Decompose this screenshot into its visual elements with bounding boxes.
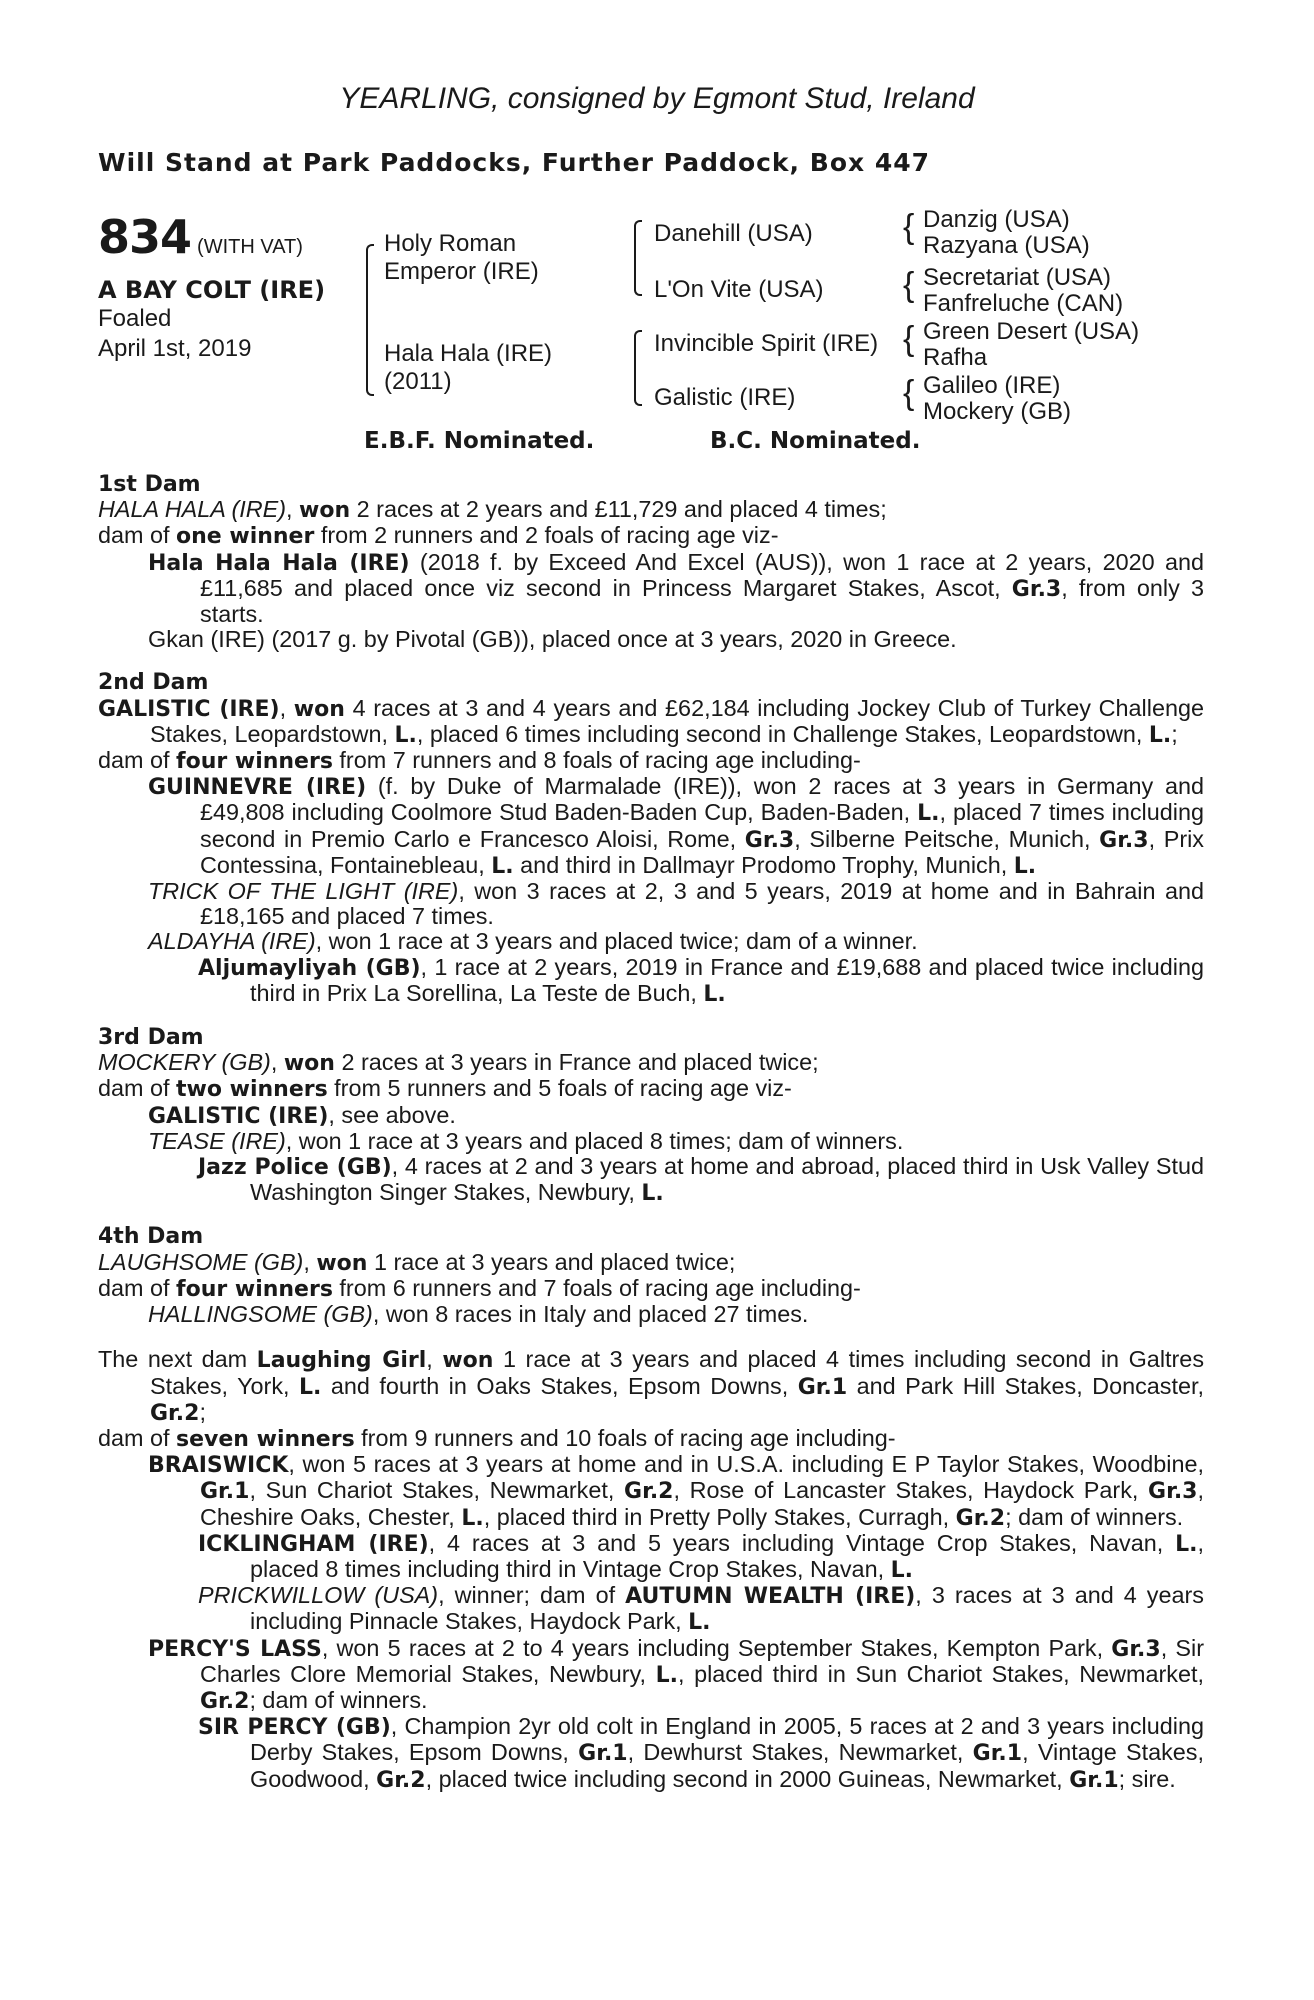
pedigree-dam-sire: Invincible Spirit (IRE) [654, 330, 879, 357]
brace-dam-dam: { [903, 374, 915, 412]
fourth-dam-heading: 4th Dam [98, 1224, 204, 1250]
foaled-date: April 1st, 2019 [98, 335, 252, 362]
fourth-dam-summary: LAUGHSOME (GB), won 1 race at 3 years and placed twice; [98, 1248, 736, 1276]
produce-entry: TEASE (IRE), won 1 race at 3 years and placed 8 times; dam of winners. [148, 1127, 904, 1154]
horse-name: A BAY COLT (IRE) [98, 276, 326, 304]
pedigree-dss: Green Desert (USA) [923, 318, 1140, 345]
sire-dam-brace [366, 244, 374, 396]
produce-entry: GALISTIC (IRE), see above. [148, 1101, 456, 1129]
bc-nominated: B.C. Nominated. [710, 428, 921, 454]
next-dam-summary: The next dam Laughing Girl, won 1 race at 3 years and placed 4 times including second in Galtres Stakes, York, L. and fourth in Oaks Stakes, Epsom Downs, Gr.1 and Park Hill Stakes, Doncaster, Gr.2; [98, 1346, 1205, 1426]
produce-entry: TRICK OF THE LIGHT (IRE), won 3 races at 2, 3 and 5 years, 2019 at home and in Bahrain and £18,165 and placed 7 times. [148, 878, 1204, 930]
brace-sire-dam: { [903, 266, 915, 304]
dam-line-brace [634, 330, 642, 406]
pedigree-sire-dam: L'On Vite (USA) [654, 276, 824, 303]
second-dam-summary: GALISTIC (IRE), won 4 races at 3 and 4 years and £62,184 including Jockey Club of Turkey Challenge Stakes, Leopardstown, L., placed 6 times including second in Challenge Stakes, Leopardstown, L.; [98, 694, 1204, 748]
section-gap [98, 1327, 1204, 1347]
fourth-dam-produce: dam of four winners from 6 runners and 7 foals of racing age including- [98, 1274, 861, 1302]
produce-entry: PRICKWILLOW (USA), winner; dam of AUTUMN WEALTH (IRE), 3 races at 3 and 4 years including Pinnacle Stakes, Haydock Park, L. [198, 1582, 1204, 1636]
stable-location: Will Stand at Park Paddocks, Further Paddock, Box 447 [98, 148, 931, 177]
produce-entry: BRAISWICK, won 5 races at 3 years at home and in U.S.A. including E P Taylor Stakes, Woodbine, Gr.1, Sun Chariot Stakes, Newmarket, Gr.2, Rose of Lancaster Stakes, Haydock Park, Gr.3, Cheshire Oaks, Chester, L., placed third in Pretty Polly Stakes, Curragh, Gr.2; dam of winners. [148, 1451, 1204, 1531]
pedigree-sire-sire: Danehill (USA) [654, 220, 813, 247]
foaled-info [98, 304, 251, 364]
produce-entry: HALLINGSOME (GB), won 8 races in Italy and placed 27 times. [148, 1301, 809, 1328]
produce-entry: ALDAYHA (IRE), won 1 race at 3 years and placed twice; dam of a winner. [148, 928, 918, 955]
produce-entry: SIR PERCY (GB), Champion 2yr old colt in England in 2005, 5 races at 2 and 3 years including Derby Stakes, Epsom Downs, Gr.1, Dewhurst Stakes, Newmarket, Gr.1, Vintage Stakes, Goodwood, Gr.2, placed twice including second in 2000 Guineas, Newmarket, Gr.1; sire. [198, 1713, 1204, 1793]
third-dam-produce: dam of two winners from 5 runners and 5 foals of racing age viz- [98, 1075, 792, 1103]
second-dam-heading: 2nd Dam [98, 670, 209, 696]
next-dam-produce: dam of seven winners from 9 runners and 10 foals of racing age including- [98, 1424, 896, 1452]
produce-entry: GUINNEVRE (IRE) (f. by Duke of Marmalade (IRE)), won 2 races at 3 years in Germany and £49,808 including Coolmore Stud Baden-Baden Cup, Baden-Baden, L., placed 7 times including second in Premio Carlo e Francesco Aloisi, Rome, Gr.3, Silberne Peitsche, Munich, Gr.3, Prix Contessina, Fontainebleau, L. and third in Dallmayr Prodomo Trophy, Munich, L. [148, 773, 1204, 879]
pedigree-sire: Holy Roman Emperor (IRE) [384, 230, 539, 285]
pedigree-dds: Galileo (IRE) [923, 372, 1061, 399]
first-dam-summary: HALA HALA (IRE), won 2 races at 2 years and £11,729 and placed 4 times; [98, 496, 887, 524]
produce-entry: PERCY'S LASS, won 5 races at 2 to 4 years including September Stakes, Kempton Park, Gr.3, Sir Charles Clore Memorial Stakes, Newbury, L., placed third in Sun Chariot Stakes, Newmarket, Gr.2; dam of winners. [148, 1634, 1204, 1714]
lot-number: 834 [98, 210, 192, 264]
foaled-label: Foaled [98, 305, 172, 332]
third-dam-summary: MOCKERY (GB), won 2 races at 3 years in France and placed twice; [98, 1049, 819, 1077]
produce-entry: Hala Hala Hala (IRE) (2018 f. by Exceed And Excel (AUS)), won 1 race at 2 years, 2020 and £11,685 and placed once viz second in Princess Margaret Stakes, Ascot, Gr.3, from only 3 starts. [148, 548, 1204, 628]
pedigree-dam: Hala Hala (IRE) (2011) [384, 340, 553, 395]
produce-entry: Aljumayliyah (GB), 1 race at 2 years, 2019 in France and £19,688 and placed twice including third in Prix La Sorellina, La Teste de Buch, L. [198, 953, 1204, 1007]
pedigree-dsd: Rafha [923, 344, 988, 371]
produce-entry: Gkan (IRE) (2017 g. by Pivotal (GB)), placed once at 3 years, 2020 in Greece. [148, 626, 957, 653]
sire-line-brace [634, 220, 642, 296]
pedigree-ddd: Mockery (GB) [923, 398, 1072, 425]
pedigree-ssd: Razyana (USA) [923, 232, 1090, 259]
first-dam-produce: dam of one winner from 2 runners and 2 foals of racing age viz- [98, 522, 779, 550]
lot-number-block [98, 210, 303, 264]
pedigree-sdd: Fanfreluche (CAN) [923, 290, 1124, 317]
second-dam-produce: dam of four winners from 7 runners and 8 foals of racing age including- [98, 747, 861, 775]
produce-entry: Jazz Police (GB), 4 races at 2 and 3 years at home and abroad, placed third in Usk Valley Stud Washington Singer Stakes, Newbury, L. [198, 1153, 1204, 1207]
pedigree-sds: Secretariat (USA) [923, 264, 1112, 291]
third-dam-heading: 3rd Dam [98, 1025, 204, 1051]
brace-sire-sire: { [903, 208, 915, 246]
produce-entry: ICKLINGHAM (IRE), 4 races at 3 and 5 years including Vintage Crop Stakes, Navan, L., placed 8 times including third in Vintage Crop Stakes, Navan, L. [198, 1529, 1204, 1583]
ebf-nominated: E.B.F. Nominated. [364, 428, 595, 454]
produce-record [98, 472, 1204, 1793]
first-dam-heading: 1st Dam [98, 472, 201, 497]
pedigree-sss: Danzig (USA) [923, 206, 1070, 233]
consignment-title: YEARLING, consigned by Egmont Stud, Ireland [339, 82, 975, 115]
vat-note: (WITH VAT) [197, 236, 303, 258]
pedigree-dam-dam: Galistic (IRE) [654, 384, 796, 411]
brace-dam-sire: { [903, 320, 915, 358]
